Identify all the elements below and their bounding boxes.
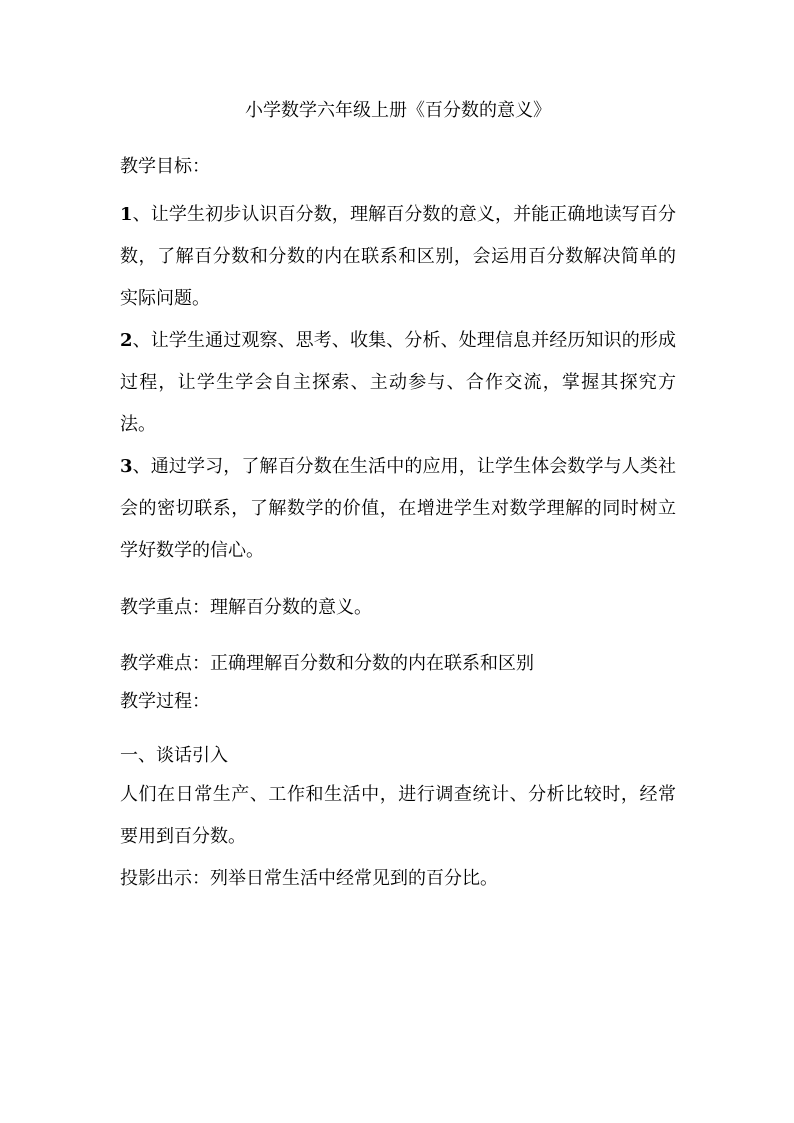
objective-text: 、让学生通过观察、思考、收集、分析、处理信息并经历知识的形成过程，让学生学会自主探索、主动参与、合作交流，掌握其探究方法。 bbox=[120, 330, 676, 435]
difficulty: 教学难点：正确理解百分数和分数的内在联系和区别 bbox=[120, 653, 534, 674]
objective-number: 3 bbox=[120, 456, 133, 477]
process-heading: 教学过程： bbox=[120, 691, 210, 712]
document-page bbox=[120, 98, 676, 900]
objective-item-1 bbox=[120, 194, 676, 320]
document-title: 小学数学六年级上册《百分数的意义》 bbox=[245, 100, 551, 121]
objective-number: 2 bbox=[120, 330, 133, 351]
objective-number: 1 bbox=[120, 204, 133, 225]
objective-item-3 bbox=[120, 446, 676, 572]
objectives-heading: 教学目标： bbox=[120, 156, 210, 177]
spacer bbox=[120, 716, 676, 742]
objective-text: 、让学生初步认识百分数，理解百分数的意义，并能正确地读写百分数，了解百分数和分数的内在联系和区别，会运用百分数解决简单的实际问题。 bbox=[120, 204, 676, 309]
spacer bbox=[120, 678, 676, 688]
section-one-heading: 一、谈话引入 bbox=[120, 745, 228, 766]
spacer bbox=[120, 572, 676, 594]
objective-text: 、通过学习，了解百分数在生活中的应用，让学生体会数学与人类社会的密切联系，了解数学的价值，在增进学生对数学理解的同时树立学好数学的信心。 bbox=[120, 456, 676, 561]
key-point: 教学重点：理解百分数的意义。 bbox=[120, 597, 372, 618]
objective-item-2 bbox=[120, 320, 676, 446]
projection-line: 投影出示：列举日常生活中经常见到的百分比。 bbox=[120, 868, 498, 889]
spacer bbox=[120, 622, 676, 650]
section-one-paragraph: 人们在日常生产、工作和生活中，进行调查统计、分析比较时，经常要用到百分数。 bbox=[120, 784, 676, 847]
